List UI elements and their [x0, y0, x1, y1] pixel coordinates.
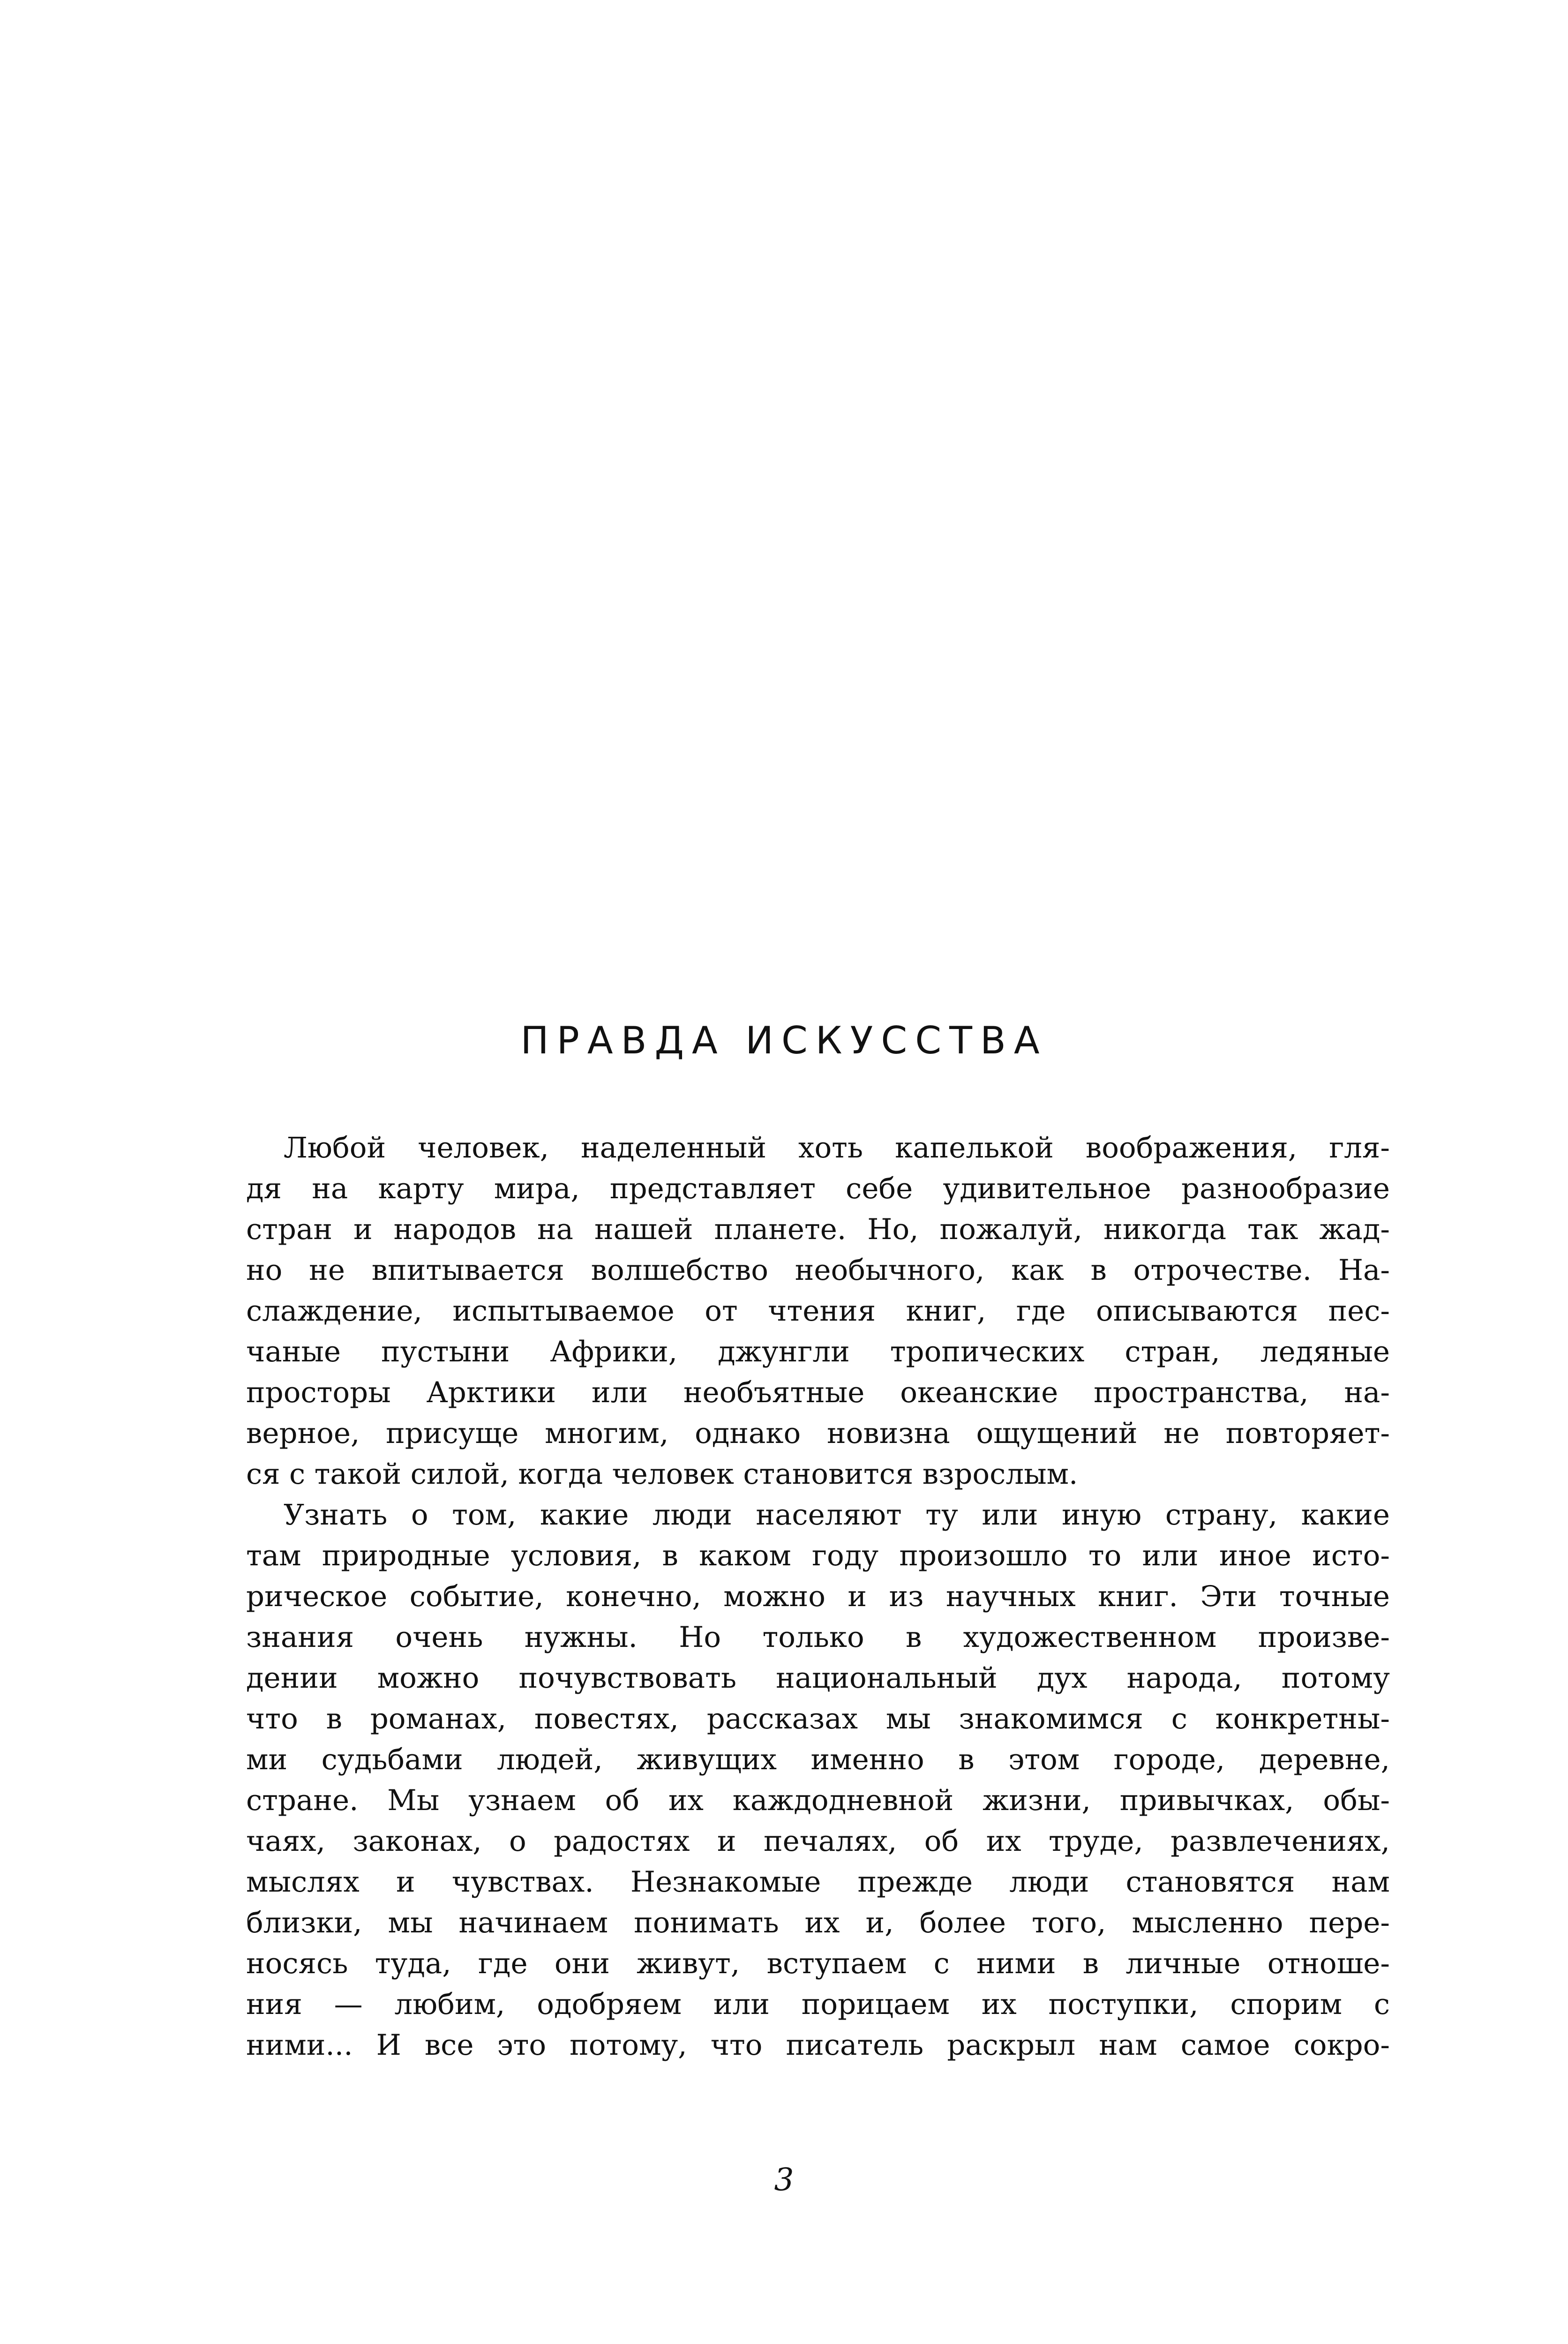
text-line: просторы Арктики или необъятные океанские пространства, на- — [246, 1376, 1390, 1409]
chapter-title: ПРАВДА ИСКУССТВА — [520, 1019, 1048, 1062]
text-line: слаждение, испытываемое от чтения книг, где описываются пес- — [246, 1294, 1390, 1328]
text-line: ними... И все это потому, что писатель раскрыл нам самое сокро- — [246, 2028, 1390, 2062]
text-line: дении можно почувствовать национальный дух народа, потому — [246, 1661, 1390, 1695]
text-line: что в романах, повестях, рассказах мы знакомимся с конкретны- — [246, 1702, 1390, 1735]
text-line: мыслях и чувствах. Незнакомые прежде люди становятся нам — [246, 1865, 1390, 1899]
text-line: ми судьбами людей, живущих именно в этом городе, деревне, — [246, 1743, 1390, 1776]
text-line: стран и народов на нашей планете. Но, пожалуй, никогда так жад- — [246, 1213, 1390, 1246]
paragraph-2 — [246, 1495, 1390, 2066]
text-line: близки, мы начинаем понимать их и, более того, мысленно пере- — [246, 1906, 1390, 1939]
text-line: Узнать о том, какие люди населяют ту или иную страну, какие — [284, 1498, 1390, 1532]
text-line: дя на карту мира, представляет себе удивительное разнообразие — [246, 1172, 1390, 1205]
text-line: чаях, законах, о радостях и печалях, об их труде, развлечениях, — [246, 1825, 1390, 1858]
text-line: носясь туда, где они живут, вступаем с ними в личные отноше- — [246, 1947, 1390, 1980]
text-line: знания очень нужны. Но только в художественном произве- — [246, 1621, 1390, 1654]
text-line: ся с такой силой, когда человек становится взрослым. — [246, 1457, 1078, 1491]
paragraph-1 — [246, 1127, 1390, 1495]
text-line: стране. Мы узнаем об их каждодневной жизни, привычках, обы- — [246, 1784, 1390, 1817]
text-line: рическое событие, конечно, можно и из научных книг. Эти точные — [246, 1580, 1390, 1613]
text-line: там природные условия, в каком году произошло то или иное исто- — [246, 1539, 1390, 1572]
text-line: но не впитывается волшебство необычного, как в отрочестве. На- — [246, 1254, 1390, 1287]
text-line: верное, присуще многим, однако новизна ощущений не повторяет- — [246, 1417, 1390, 1450]
body-text — [246, 1127, 1390, 2066]
text-line: чаные пустыни Африки, джунгли тропических стран, ледяные — [246, 1335, 1390, 1368]
text-line: Любой человек, наделенный хоть капелькой воображения, гля- — [284, 1131, 1390, 1164]
page-number: 3 — [774, 2162, 794, 2198]
text-line: ния — любим, одобряем или порицаем их поступки, спорим с — [246, 1988, 1390, 2021]
